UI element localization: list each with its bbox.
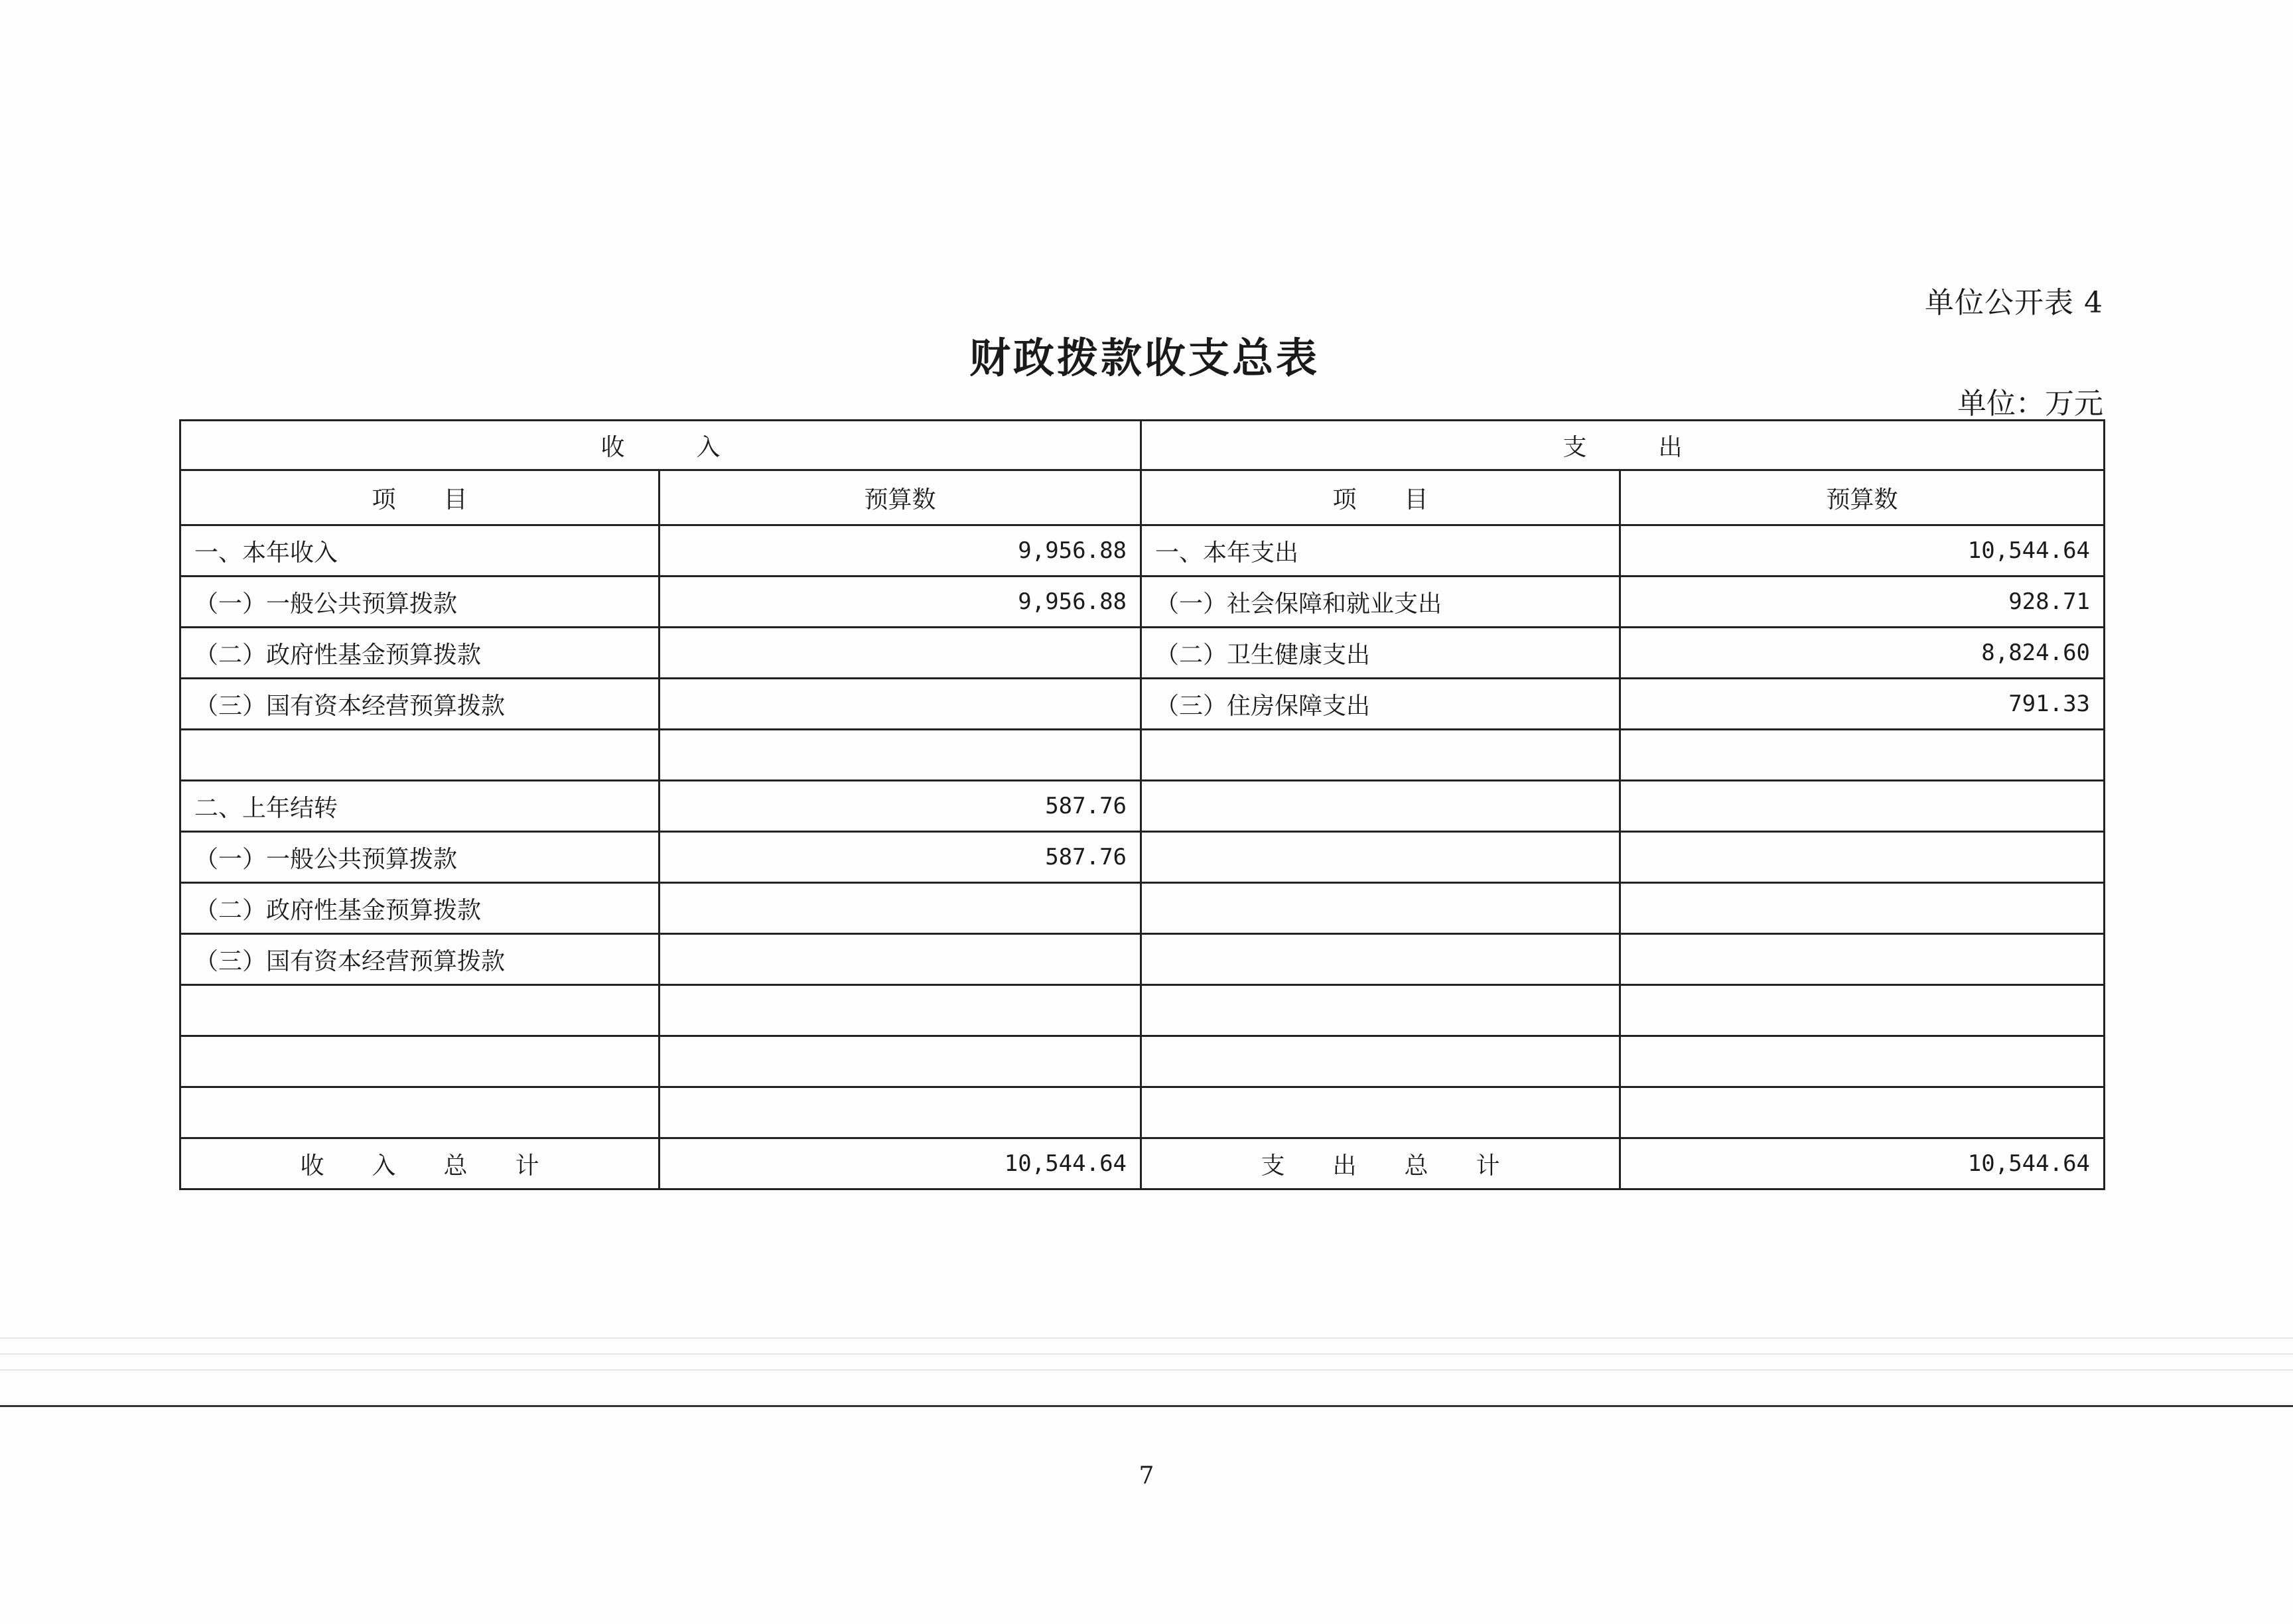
expense-item-cell	[1141, 832, 1620, 883]
expense-value-cell: 10,544.64	[1620, 525, 2105, 576]
table-row	[180, 576, 2105, 628]
income-budget-header: 预算数	[660, 470, 1141, 525]
income-value-cell: 9,956.88	[660, 525, 1141, 576]
income-item-cell: （二）政府性基金预算拨款	[180, 883, 660, 934]
income-value-cell	[660, 679, 1141, 730]
table-row	[180, 1087, 2105, 1138]
expense-value-cell	[1620, 985, 2105, 1036]
income-value-cell: 9,956.88	[660, 576, 1141, 628]
scan-line	[0, 1337, 2293, 1339]
income-value-cell	[660, 883, 1141, 934]
expense-value-cell	[1620, 781, 2105, 832]
table-row	[180, 832, 2105, 883]
income-item-cell: （一）一般公共预算拨款	[180, 832, 660, 883]
income-total-value: 10,544.64	[660, 1138, 1141, 1189]
income-value-cell	[660, 730, 1141, 781]
expense-value-cell	[1620, 883, 2105, 934]
expense-value-cell	[1620, 1036, 2105, 1087]
income-value-cell	[660, 628, 1141, 679]
expense-item-cell	[1141, 781, 1620, 832]
income-value-cell: 587.76	[660, 832, 1141, 883]
expense-value-cell: 928.71	[1620, 576, 2105, 628]
expense-item-cell	[1141, 985, 1620, 1036]
table-row	[180, 679, 2105, 730]
income-value-cell: 587.76	[660, 781, 1141, 832]
expense-item-cell: （三）住房保障支出	[1141, 679, 1620, 730]
table-row	[180, 883, 2105, 934]
income-value-cell	[660, 985, 1141, 1036]
table-row	[180, 781, 2105, 832]
scan-line	[0, 1353, 2293, 1355]
expense-item-header: 项 目	[1141, 470, 1620, 525]
expense-total-label: 支 出 总 计	[1141, 1138, 1620, 1189]
expense-value-cell	[1620, 730, 2105, 781]
expense-item-cell	[1141, 1036, 1620, 1087]
table-row	[180, 730, 2105, 781]
page-number: 7	[1139, 1462, 1154, 1489]
table-row	[180, 525, 2105, 576]
table-row	[180, 985, 2105, 1036]
expense-total-value: 10,544.64	[1620, 1138, 2105, 1189]
income-item-cell	[180, 730, 660, 781]
income-item-cell: （一）一般公共预算拨款	[180, 576, 660, 628]
expense-value-cell	[1620, 1087, 2105, 1138]
income-item-cell	[180, 985, 660, 1036]
income-item-cell: （三）国有资本经营预算拨款	[180, 934, 660, 985]
income-item-cell: 二、上年结转	[180, 781, 660, 832]
income-item-header: 项 目	[180, 470, 660, 525]
expense-item-cell: 一、本年支出	[1141, 525, 1620, 576]
expense-item-cell: （二）卫生健康支出	[1141, 628, 1620, 679]
total-row	[180, 1138, 2105, 1189]
footer-divider	[0, 1405, 2293, 1407]
column-header-row	[180, 470, 2105, 525]
income-total-label: 收 入 总 计	[180, 1138, 660, 1189]
income-item-cell	[180, 1087, 660, 1138]
income-item-cell: 一、本年收入	[180, 525, 660, 576]
table-row	[180, 628, 2105, 679]
table-number: 单位公开表 4	[1925, 286, 2103, 320]
expense-item-cell	[1141, 883, 1620, 934]
expense-value-cell	[1620, 934, 2105, 985]
page-title: 财政拨款收支总表	[969, 334, 1320, 382]
expense-value-cell: 791.33	[1620, 679, 2105, 730]
scan-line	[0, 1369, 2293, 1371]
expense-budget-header: 预算数	[1620, 470, 2105, 525]
unit-label: 单位：万元	[1957, 387, 2103, 421]
income-value-cell	[660, 934, 1141, 985]
expense-item-cell: （一）社会保障和就业支出	[1141, 576, 1620, 628]
income-item-cell: （三）国有资本经营预算拨款	[180, 679, 660, 730]
expense-value-cell: 8,824.60	[1620, 628, 2105, 679]
income-value-cell	[660, 1087, 1141, 1138]
income-value-cell	[660, 1036, 1141, 1087]
expense-item-cell	[1141, 1087, 1620, 1138]
income-section-header: 收 入	[180, 421, 1141, 470]
expense-section-header: 支 出	[1141, 421, 2105, 470]
table-row	[180, 934, 2105, 985]
table-body	[180, 525, 2105, 1138]
expense-item-cell	[1141, 730, 1620, 781]
income-item-cell: （二）政府性基金预算拨款	[180, 628, 660, 679]
budget-table	[179, 419, 2105, 1190]
table-row	[180, 1036, 2105, 1087]
income-item-cell	[180, 1036, 660, 1087]
section-header-row	[180, 421, 2105, 470]
expense-value-cell	[1620, 832, 2105, 883]
expense-item-cell	[1141, 934, 1620, 985]
